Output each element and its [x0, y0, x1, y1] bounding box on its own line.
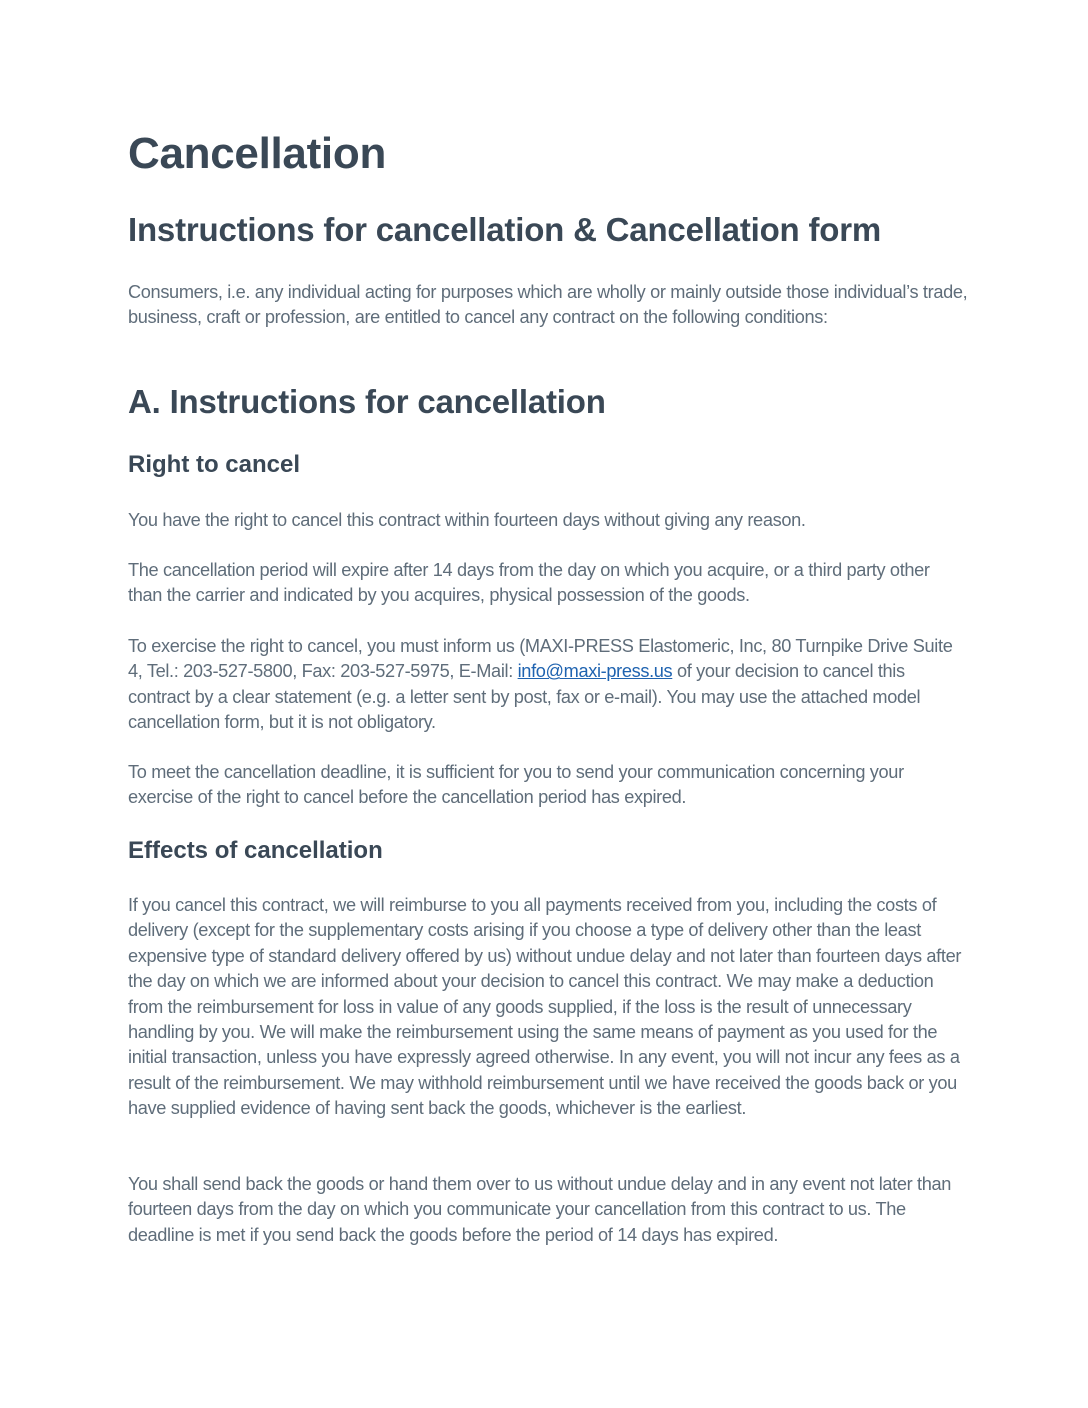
contact-text-continued: of your decision to cancel this contract by a clear statement (e.g. a letter sent by post, fax or e-mail). You may use the attached model cancellation form, but it is not obligatory.	[128, 661, 921, 733]
contact-text: To exercise the right to cancel, you must inform us (MAXI-PRESS Elastomeric, Inc, 80 Turnpike Drive Suite 4, Tel.: 203-527-5800, Fax: 203-527-5975, E-Mail:	[128, 636, 953, 682]
section-a-heading: A. Instructions for cancellation	[128, 383, 606, 420]
effects-paragraph-1: If you cancel this contract, we will reimburse to you all payments received from you, including the costs of delivery (except for the supplementary costs arising if you choose a type of delivery other than the least expensive type of standard delivery offered by us) without undue delay and not later than fourteen days after the day on which we are informed about your decision to cancel this contract. We may make a deduction from the reimbursement for loss in value of any goods supplied, if the loss is the result of unnecessary handling by you. We will make the reimbursement using the same means of payment as you used for the initial transaction, unless you have expressly agreed otherwise. In any event, you will not incur any fees as a result of the reimbursement. We may withhold reimbursement until we have received the goods back or you have supplied evidence of having sent back the goods, whichever is the earliest.	[128, 895, 962, 1119]
right-to-cancel-heading: Right to cancel	[128, 451, 301, 478]
page-title: Cancellation	[128, 129, 387, 178]
right-to-cancel-paragraph-3	[128, 634, 968, 736]
right-to-cancel-paragraph-1: You have the right to cancel this contract within fourteen days without giving any reason.	[128, 510, 806, 530]
effects-heading: Effects of cancellation	[128, 837, 383, 864]
page-subtitle: Instructions for cancellation & Cancellation form	[128, 211, 881, 248]
intro-paragraph: Consumers, i.e. any individual acting for purposes which are wholly or mainly outside those individual’s trade, business, craft or profession, are entitled to cancel any contract on the following conditions:	[128, 282, 968, 328]
effects-paragraph-2: You shall send back the goods or hand them over to us without undue delay and in any event not later than fourteen days from the day on which you communicate your cancellation from this contract to us. The deadline is met if you send back the goods before the period of 14 days has expired.	[128, 1174, 952, 1245]
email-link[interactable]: info@maxi-press.us	[517, 661, 673, 682]
right-to-cancel-paragraph-4: To meet the cancellation deadline, it is sufficient for you to send your communication concerning your exercise of the right to cancel before the cancellation period has expired.	[128, 762, 904, 808]
right-to-cancel-paragraph-2: The cancellation period will expire after 14 days from the day on which you acquire, or a third party other than the carrier and indicated by you acquires, physical possession of the goods.	[128, 560, 930, 606]
